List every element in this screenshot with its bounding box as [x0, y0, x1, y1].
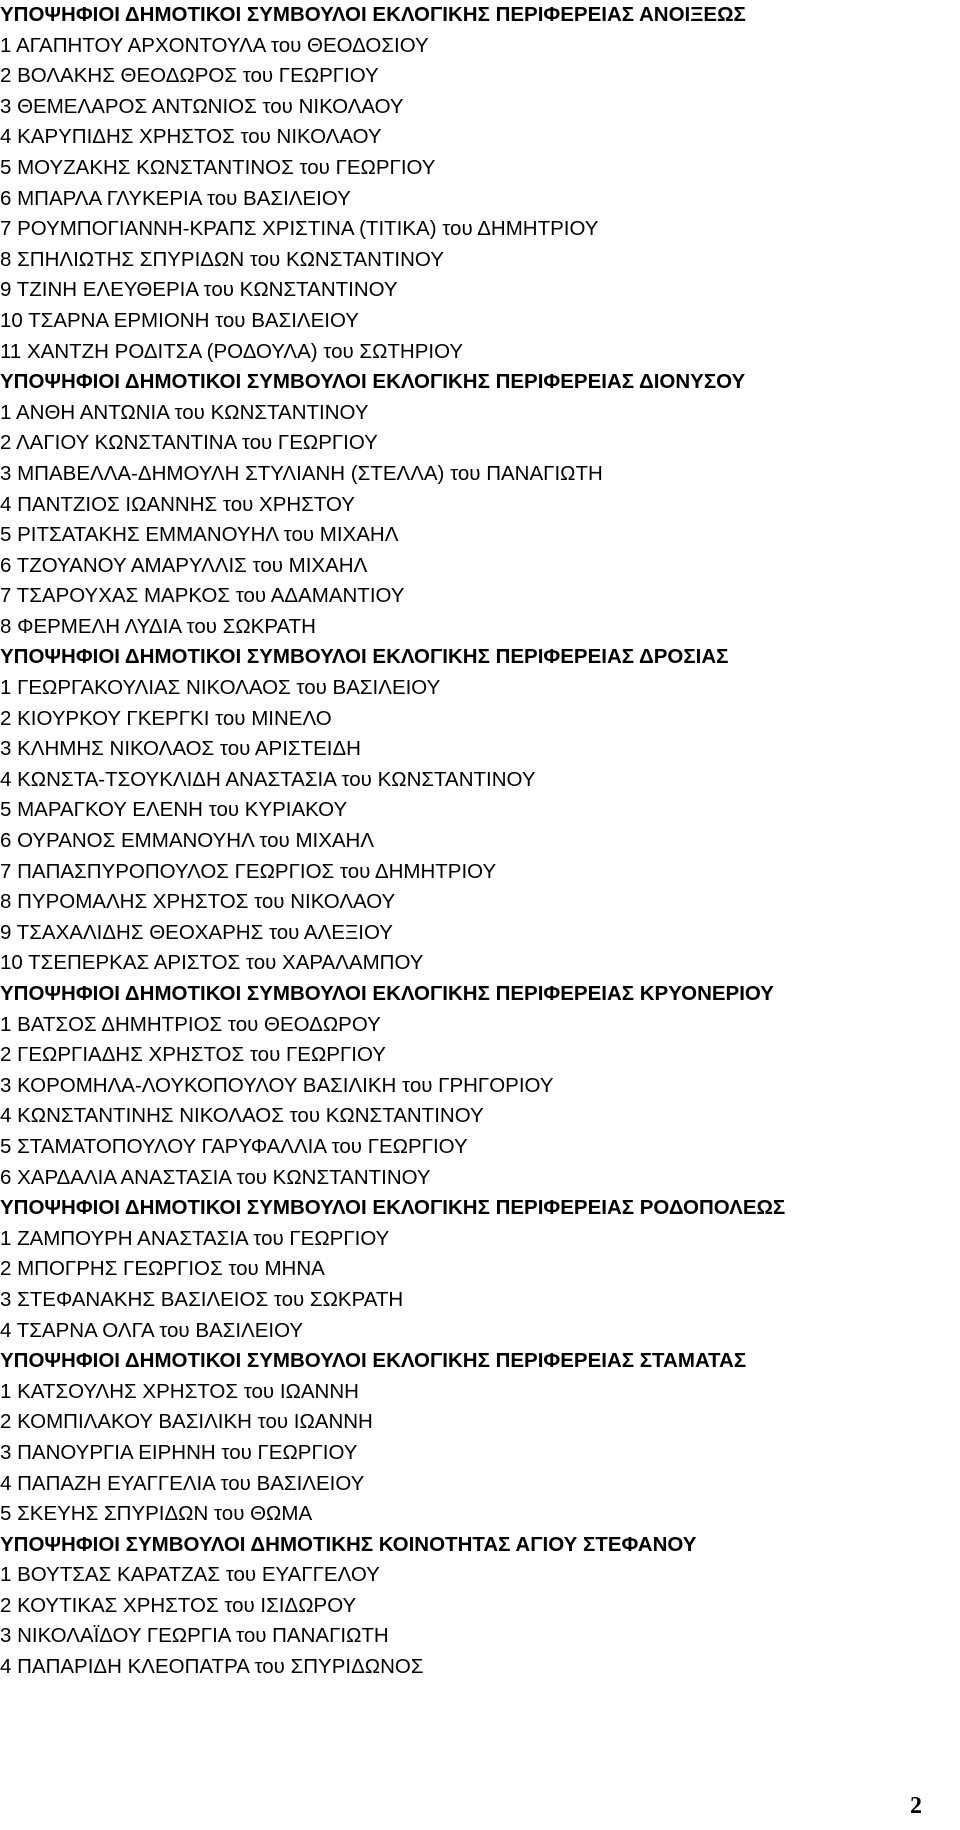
candidate-item: 1 ΚΑΤΣΟΥΛΗΣ ΧΡΗΣΤΟΣ του ΙΩΑΝΝΗ	[0, 1379, 359, 1403]
section-stamatas	[0, 1346, 960, 1530]
candidate-item: 1 ΒΟΥΤΣΑΣ ΚΑΡΑΤΖΑΣ του ΕΥΑΓΓΕΛΟΥ	[0, 1563, 380, 1587]
candidate-item: 9 ΤΣΑΧΑΛΙΔΗΣ ΘΕΟΧΑΡΗΣ του ΑΛΕΞΙΟΥ	[0, 920, 393, 944]
candidate-item: 4 ΚΩΝΣΤΑΝΤΙΝΗΣ ΝΙΚΟΛΑΟΣ του ΚΩΝΣΤΑΝΤΙΝΟΥ	[0, 1104, 484, 1128]
candidate-item: 11 ΧΑΝΤΖΗ ΡΟΔΙΤΣΑ (ΡΟΔΟΥΛΑ) του ΣΩΤΗΡΙΟΥ	[0, 339, 464, 363]
page-number: 2	[910, 1793, 922, 1819]
section-kryoneriou	[0, 979, 960, 1193]
section-heading: ΥΠΟΨΗΦΙΟΙ ΔΗΜΟΤΙΚΟΙ ΣΥΜΒΟΥΛΟΙ ΕΚΛΟΓΙΚΗΣ ΠΕΡΙΦΕΡΕΙΑΣ ΚΡΥΟΝΕΡΙΟΥ	[0, 982, 774, 1005]
section-heading: ΥΠΟΨΗΦΙΟΙ ΔΗΜΟΤΙΚΟΙ ΣΥΜΒΟΥΛΟΙ ΕΚΛΟΓΙΚΗΣ ΠΕΡΙΦΕΡΕΙΑΣ ΔΙΟΝΥΣΟΥ	[0, 370, 746, 394]
candidate-item: 2 ΚΟΜΠΙΛΑΚΟΥ ΒΑΣΙΛΙΚΗ του ΙΩΑΝΝΗ	[0, 1410, 373, 1434]
candidate-item: 5 ΜΟΥΖΑΚΗΣ ΚΩΝΣΤΑΝΤΙΝΟΣ του ΓΕΩΡΓΙΟΥ	[0, 155, 436, 179]
candidate-item: 2 ΓΕΩΡΓΙΑΔΗΣ ΧΡΗΣΤΟΣ του ΓΕΩΡΓΙΟΥ	[0, 1043, 386, 1067]
candidate-item: 2 ΛΑΓΙΟΥ ΚΩΝΣΤΑΝΤΙΝΑ του ΓΕΩΡΓΙΟΥ	[0, 431, 378, 455]
candidate-item: 1 ΑΝΘΗ ΑΝΤΩΝΙΑ του ΚΩΝΣΤΑΝΤΙΝΟΥ	[0, 400, 369, 424]
candidate-item: 3 ΝΙΚΟΛΑΪΔΟΥ ΓΕΩΡΓΙΑ του ΠΑΝΑΓΙΩΤΗ	[0, 1624, 389, 1648]
candidate-item: 2 ΚΙΟΥΡΚΟΥ ΓΚΕΡΓΚΙ του ΜΙΝΕΛΟ	[0, 706, 332, 730]
candidate-item: 4 ΠΑΠΑΡΙΔΗ ΚΛΕΟΠΑΤΡΑ του ΣΠΥΡΙΔΩΝΟΣ	[0, 1655, 424, 1679]
section-heading: ΥΠΟΨΗΦΙΟΙ ΔΗΜΟΤΙΚΟΙ ΣΥΜΒΟΥΛΟΙ ΕΚΛΟΓΙΚΗΣ ΠΕΡΙΦΕΡΕΙΑΣ ΡΟΔΟΠΟΛΕΩΣ	[0, 1196, 786, 1220]
candidate-item: 1 ΒΑΤΣΟΣ ΔΗΜΗΤΡΙΟΣ του ΘΕΟΔΩΡΟΥ	[0, 1012, 381, 1036]
candidate-item: 2 ΚΟΥΤΙΚΑΣ ΧΡΗΣΤΟΣ του ΙΣΙΔΩΡΟΥ	[0, 1593, 357, 1617]
candidate-item: 4 ΚΩΝΣΤΑ-ΤΣΟΥΚΛΙΔΗ ΑΝΑΣΤΑΣΙΑ του ΚΩΝΣΤΑΝΤΙΝΟΥ	[0, 767, 536, 791]
candidate-item: 6 ΧΑΡΔΑΛΙΑ ΑΝΑΣΤΑΣΙΑ του ΚΩΝΣΤΑΝΤΙΝΟΥ	[0, 1165, 431, 1189]
section-rodopoleos	[0, 1193, 960, 1346]
candidate-item: 2 ΜΠΟΓΡΗΣ ΓΕΩΡΓΙΟΣ του ΜΗΝΑ	[0, 1257, 325, 1281]
section-heading: ΥΠΟΨΗΦΙΟΙ ΔΗΜΟΤΙΚΟΙ ΣΥΜΒΟΥΛΟΙ ΕΚΛΟΓΙΚΗΣ ΠΕΡΙΦΕΡΕΙΑΣ ΣΤΑΜΑΤΑΣ	[0, 1349, 747, 1373]
candidate-item: 10 ΤΣΑΡΝΑ ΕΡΜΙΟΝΗ του ΒΑΣΙΛΕΙΟΥ	[0, 308, 359, 332]
candidate-item: 4 ΚΑΡΥΠΙΔΗΣ ΧΡΗΣΤΟΣ του ΝΙΚΟΛΑΟΥ	[0, 125, 382, 149]
candidate-item: 3 ΘΕΜΕΛΑΡΟΣ ΑΝΤΩΝΙΟΣ του ΝΙΚΟΛΑΟΥ	[0, 94, 404, 118]
section-dionysou	[0, 367, 960, 642]
section-heading: ΥΠΟΨΗΦΙΟΙ ΔΗΜΟΤΙΚΟΙ ΣΥΜΒΟΥΛΟΙ ΕΚΛΟΓΙΚΗΣ ΠΕΡΙΦΕΡΕΙΑΣ ΑΝΟΙΞΕΩΣ	[0, 3, 746, 26]
candidate-item: 5 ΜΑΡΑΓΚΟΥ ΕΛΕΝΗ του ΚΥΡΙΑΚΟΥ	[0, 798, 348, 822]
candidate-item: 1 ΑΓΑΠΗΤΟΥ ΑΡΧΟΝΤΟΥΛΑ του ΘΕΟΔΟΣΙΟΥ	[0, 33, 429, 57]
section-heading: ΥΠΟΨΗΦΙΟΙ ΣΥΜΒΟΥΛΟΙ ΔΗΜΟΤΙΚΗΣ ΚΟΙΝΟΤΗΤΑΣ ΑΓΙΟΥ ΣΤΕΦΑΝΟΥ	[0, 1532, 697, 1556]
candidate-item: 6 ΟΥΡΑΝΟΣ ΕΜΜΑΝΟΥΗΛ του ΜΙΧΑΗΛ	[0, 829, 375, 853]
candidate-item: 3 ΠΑΝΟΥΡΓΙΑ ΕΙΡΗΝΗ του ΓΕΩΡΓΙΟΥ	[0, 1440, 358, 1464]
candidate-item: 4 ΤΣΑΡΝΑ ΟΛΓΑ του ΒΑΣΙΛΕΙΟΥ	[0, 1318, 304, 1342]
candidate-item: 3 ΚΟΡΟΜΗΛΑ-ΛΟΥΚΟΠΟΥΛΟΥ ΒΑΣΙΛΙΚΗ του ΓΡΗΓΟΡΙΟΥ	[0, 1073, 554, 1097]
candidate-item: 3 ΚΛΗΜΗΣ ΝΙΚΟΛΑΟΣ του ΑΡΙΣΤΕΙΔΗ	[0, 737, 361, 761]
candidate-item: 3 ΜΠΑΒΕΛΛΑ-ΔΗΜΟΥΛΗ ΣΤΥΛΙΑΝΗ (ΣΤΕΛΛΑ) του ΠΑΝΑΓΙΩΤΗ	[0, 461, 603, 485]
candidate-item: 1 ΖΑΜΠΟΥΡΗ ΑΝΑΣΤΑΣΙΑ του ΓΕΩΡΓΙΟΥ	[0, 1226, 390, 1250]
candidate-item: 4 ΠΑΝΤΖΙΟΣ ΙΩΑΝΝΗΣ του ΧΡΗΣΤΟΥ	[0, 492, 355, 516]
candidate-item: 4 ΠΑΠΑΖΗ ΕΥΑΓΓΕΛΙΑ του ΒΑΣΙΛΕΙΟΥ	[0, 1471, 365, 1495]
candidate-item: 8 ΠΥΡΟΜΑΛΗΣ ΧΡΗΣΤΟΣ του ΝΙΚΟΛΑΟΥ	[0, 890, 396, 914]
candidate-item: 1 ΓΕΩΡΓΑΚΟΥΛΙΑΣ ΝΙΚΟΛΑΟΣ του ΒΑΣΙΛΕΙΟΥ	[0, 676, 441, 700]
candidate-item: 8 ΦΕΡΜΕΛΗ ΛΥΔΙΑ του ΣΩΚΡΑΤΗ	[0, 614, 316, 638]
candidate-item: 7 ΡΟΥΜΠΟΓΙΑΝΝΗ-ΚΡΑΠΣ ΧΡΙΣΤΙΝΑ (ΤΙΤΙΚΑ) του ΔΗΜΗΤΡΙΟΥ	[0, 217, 599, 241]
section-drosias	[0, 642, 960, 979]
candidate-item: 5 ΡΙΤΣΑΤΑΚΗΣ ΕΜΜΑΝΟΥΗΛ του ΜΙΧΑΗΛ	[0, 523, 399, 547]
section-anoixeos	[0, 0, 960, 367]
candidate-item: 7 ΠΑΠΑΣΠΥΡΟΠΟΥΛΟΣ ΓΕΩΡΓΙΟΣ του ΔΗΜΗΤΡΙΟΥ	[0, 859, 497, 883]
candidate-item: 5 ΣΚΕΥΗΣ ΣΠΥΡΙΔΩΝ του ΘΩΜΑ	[0, 1502, 313, 1526]
section-heading: ΥΠΟΨΗΦΙΟΙ ΔΗΜΟΤΙΚΟΙ ΣΥΜΒΟΥΛΟΙ ΕΚΛΟΓΙΚΗΣ ΠΕΡΙΦΕΡΕΙΑΣ ΔΡΟΣΙΑΣ	[0, 645, 729, 669]
candidate-item: 3 ΣΤΕΦΑΝΑΚΗΣ ΒΑΣΙΛΕΙΟΣ του ΣΩΚΡΑΤΗ	[0, 1287, 404, 1311]
candidate-item: 5 ΣΤΑΜΑΤΟΠΟΥΛΟΥ ΓΑΡΥΦΑΛΛΙΑ του ΓΕΩΡΓΙΟΥ	[0, 1134, 468, 1158]
candidate-item: 2 ΒΟΛΑΚΗΣ ΘΕΟΔΩΡΟΣ του ΓΕΩΡΓΙΟΥ	[0, 64, 379, 88]
candidate-item: 7 ΤΣΑΡΟΥΧΑΣ ΜΑΡΚΟΣ του ΑΔΑΜΑΝΤΙΟΥ	[0, 584, 405, 608]
section-agiou-stefanou	[0, 1530, 960, 1683]
candidate-item: 8 ΣΠΗΛΙΩΤΗΣ ΣΠΥΡΙΔΩΝ του ΚΩΝΣΤΑΝΤΙΝΟΥ	[0, 247, 444, 271]
candidate-item: 6 ΤΖΟΥΑΝΟΥ ΑΜΑΡΥΛΛΙΣ του ΜΙΧΑΗΛ	[0, 553, 368, 577]
candidate-item: 10 ΤΣΕΠΕΡΚΑΣ ΑΡΙΣΤΟΣ του ΧΑΡΑΛΑΜΠΟΥ	[0, 951, 424, 975]
candidate-item: 6 ΜΠΑΡΛΑ ΓΛΥΚΕΡΙΑ του ΒΑΣΙΛΕΙΟΥ	[0, 186, 351, 210]
candidate-item: 9 ΤΖΙΝΗ ΕΛΕΥΘΕΡΙΑ του ΚΩΝΣΤΑΝΤΙΝΟΥ	[0, 278, 398, 302]
